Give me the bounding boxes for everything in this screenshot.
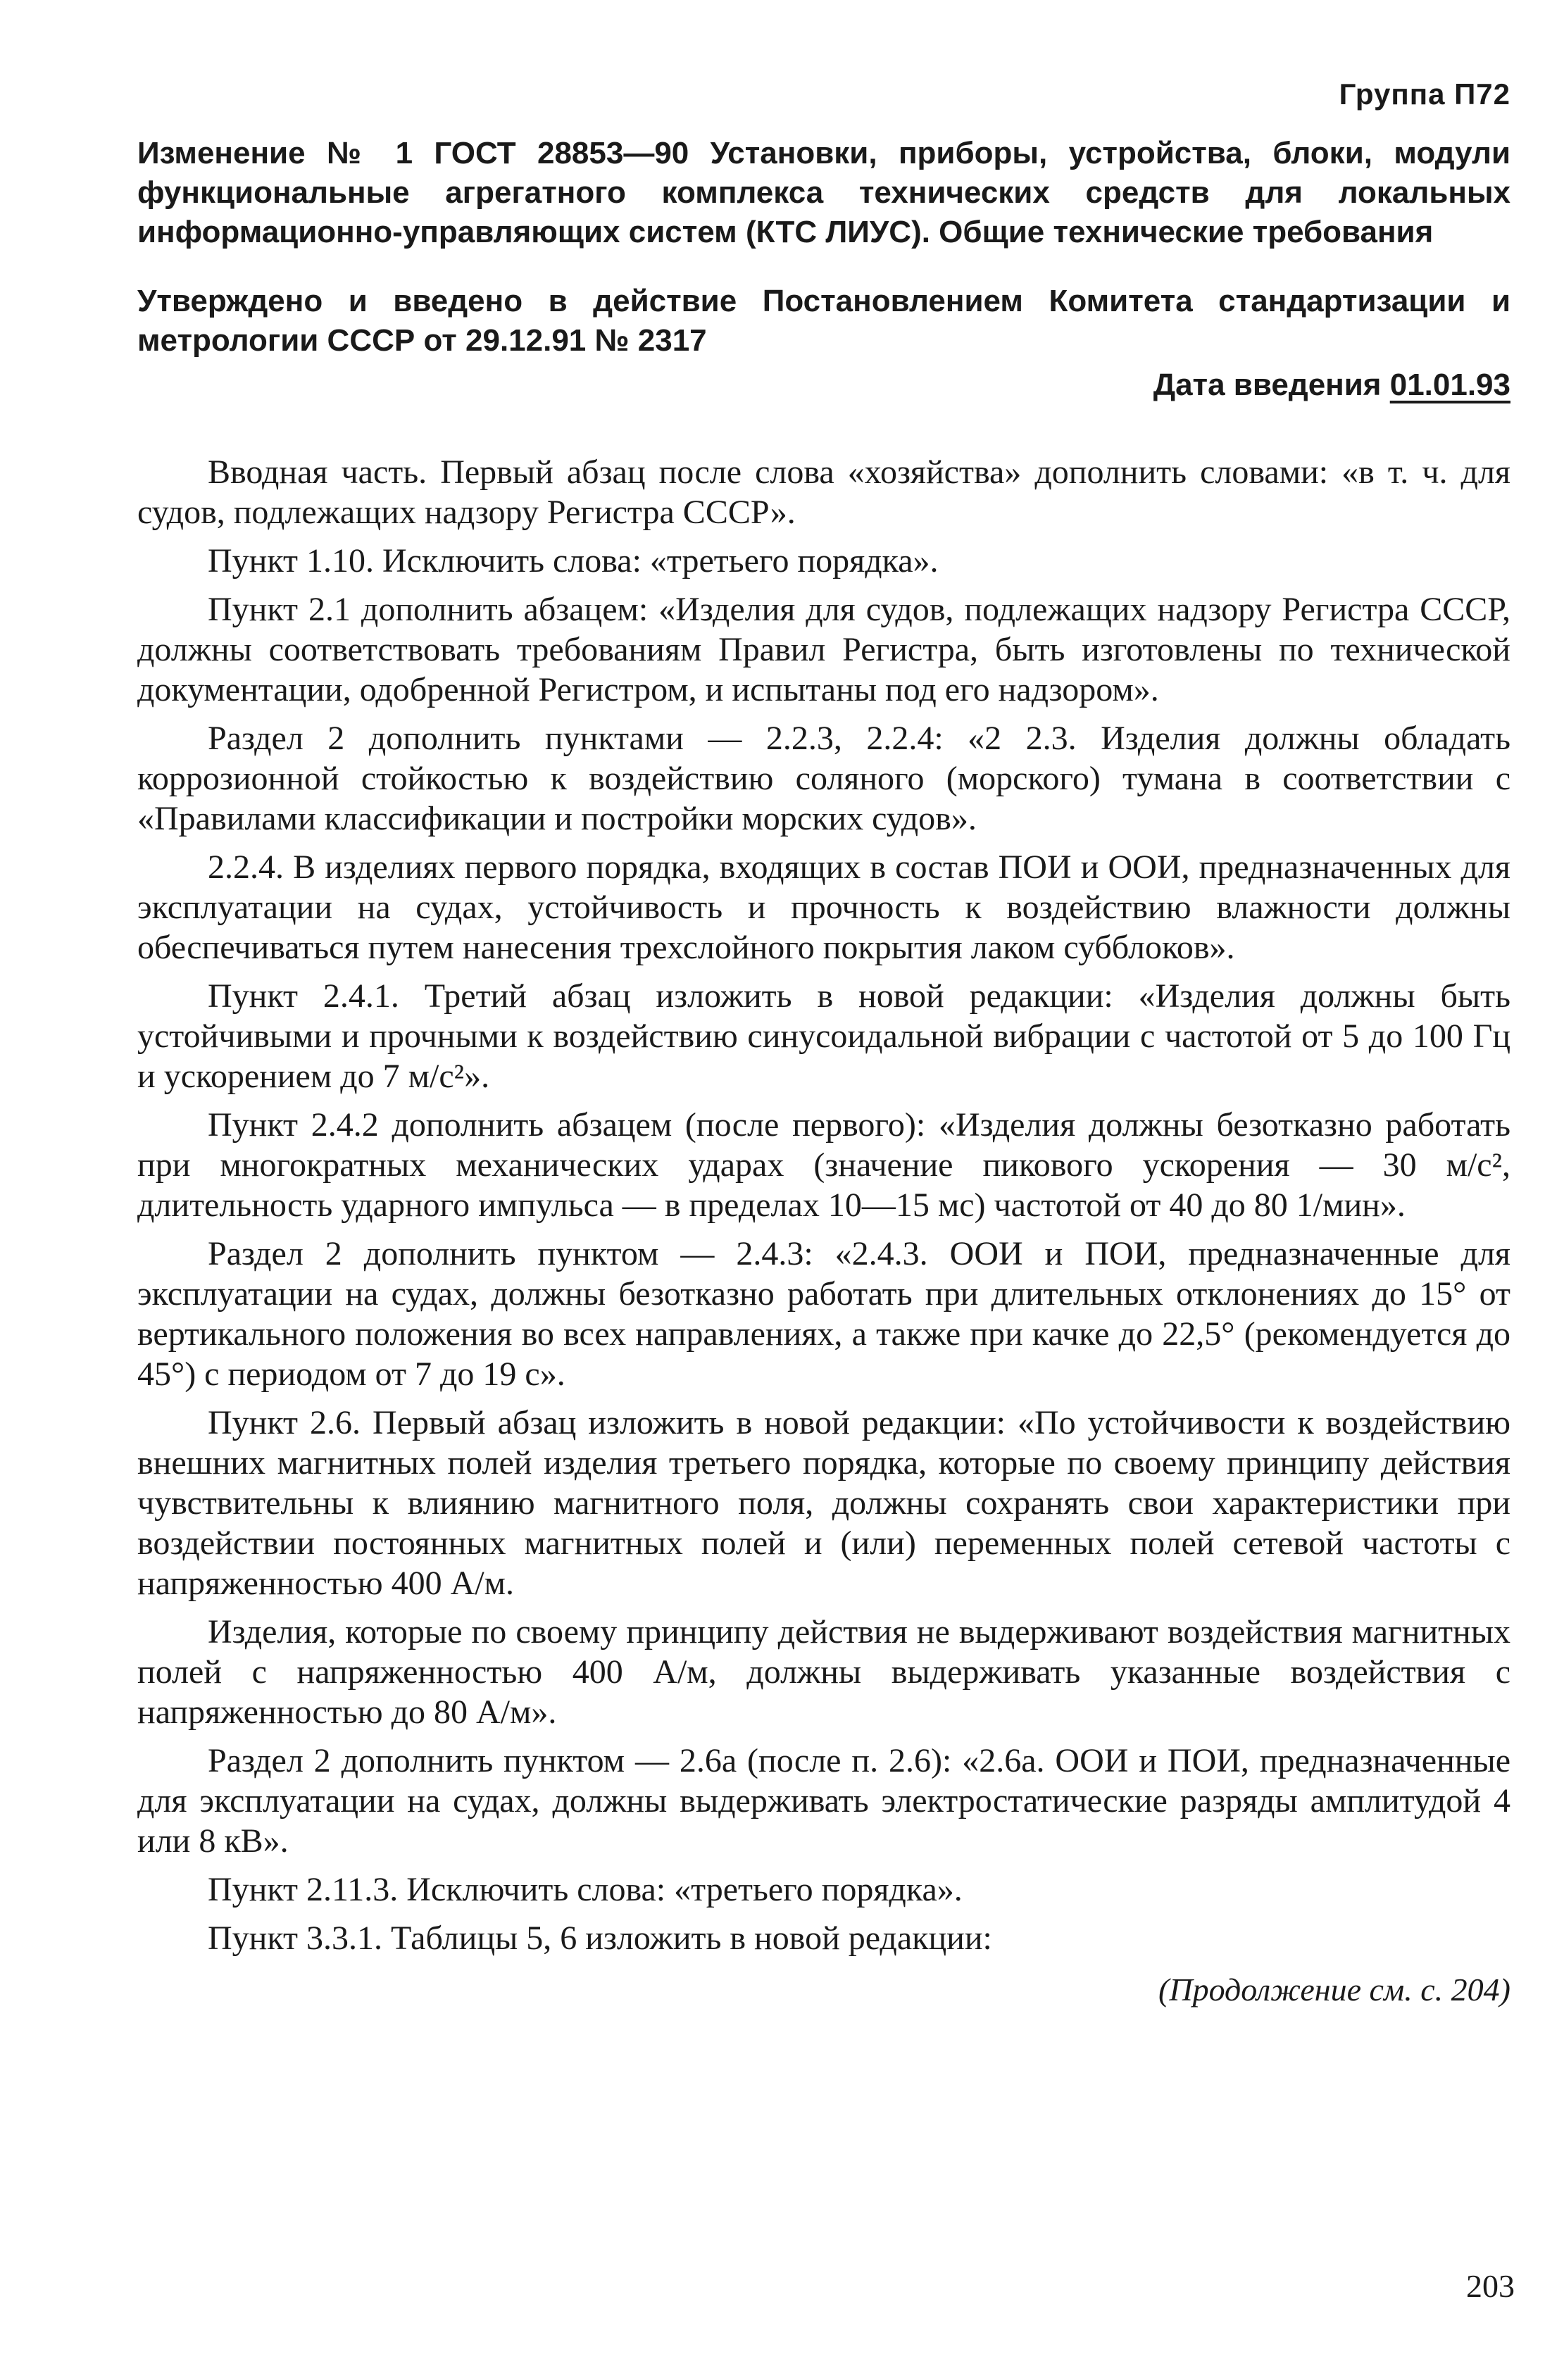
paragraph: Пункт 2.4.1. Третий абзац изложить в новой редакции: «Изделия должны быть устойчивыми и прочными к воздействию синусоидальной вибрации с частотой от 5 до 100 Гц и ускорением до 7 м/с²». — [137, 977, 1510, 1095]
paragraph: Пункт 2.11.3. Исключить слова: «третьего порядка». — [208, 1871, 963, 1908]
effective-date-value: 01.01.93 — [1389, 368, 1510, 402]
effective-date-label: Дата введения — [1153, 368, 1382, 402]
effective-date — [137, 368, 1510, 403]
approval-note: Утверждено и введено в действие Постановлением Комитета стандартизации и метрологии СССР от 29.12.91 № 2317 — [137, 284, 1510, 358]
paragraph: Пункт 1.10. Исключить слова: «третьего порядка». — [208, 542, 939, 580]
paragraph: Раздел 2 дополнить пунктом — 2.4.3: «2.4.3. ООИ и ПОИ, предназначенные для эксплуатации на судах, должны безотказно работать при длительных отклонениях до 15° от вертикального положения во всех направлениях, а также при качке до 22,5° (рекомендуется до 45°) с периодом от 7 до 19 с». — [137, 1235, 1510, 1393]
group-code: Группа П72 — [1339, 77, 1510, 111]
page-number: 203 — [1466, 2268, 1515, 2304]
paragraph: Раздел 2 дополнить пунктом — 2.6а (после п. 2.6): «2.6а. ООИ и ПОИ, предназначенные для эксплуатации на судах, должны выдерживать электростатические разряды амплитудой 4 или 8 кВ». — [137, 1742, 1510, 1860]
document-body — [137, 452, 1510, 1958]
paragraph: Раздел 2 дополнить пунктами — 2.2.3, 2.2.4: «2 2.3. Изделия должны обладать коррозионной стойкостью к воздействию соляного (морского) тумана в соответствии с «Правилами классификации и постройки морских судов». — [137, 720, 1510, 837]
continuation-note: (Продолжение см. с. 204) — [1158, 1972, 1510, 2008]
paragraph: Пункт 2.1 дополнить абзацем: «Изделия для судов, подлежащих надзору Регистра СССР, должны соответствовать требованиям Правил Регистра, быть изготовлены по технической документации, одобренной Регистром, и испытаны под его надзором». — [137, 591, 1510, 708]
document-page — [137, 77, 1510, 2008]
paragraph: 2.2.4. В изделиях первого порядка, входящих в состав ПОИ и ООИ, предназначенных для эксплуатации на судах, устойчивость и прочность к воздействию влажности должны обеспечиваться путем нанесения трехслойного покрытия лаком субблоков». — [137, 848, 1510, 966]
paragraph: Вводная часть. Первый абзац после слова «хозяйства» дополнить словами: «в т. ч. для судов, подлежащих надзору Регистра СССР». — [137, 453, 1510, 531]
paragraph: Пункт 2.4.2 дополнить абзацем (после первого): «Изделия должны безотказно работать при многократных механических ударах (значение пикового ускорения — 30 м/с², длительность ударного импульса — в пределах 10—15 мс) частотой от 40 до 80 1/мин». — [137, 1106, 1510, 1224]
paragraph: Изделия, которые по своему принципу действия не выдерживают воздействия магнитных полей с напряженностью 400 А/м, должны выдерживать указанные воздействия с напряженностью до 80 А/м». — [137, 1613, 1510, 1731]
paragraph: Пункт 3.3.1. Таблицы 5, 6 изложить в новой редакции: — [208, 1919, 992, 1957]
document-header: Изменение № 1 ГОСТ 28853—90 Установки, приборы, устройства, блоки, модули функциональные агрегатного комплекса технических средств для локальных информационно-управляющих систем (КТС ЛИУС). Общие технические требования — [137, 136, 1510, 249]
paragraph: Пункт 2.6. Первый абзац изложить в новой редакции: «По устойчивости к воздействию внешних магнитных полей изделия третьего порядка, которые по своему принципу действия чувствительны к влиянию магнитного поля, должны сохранять свои характеристики при воздействии постоянных магнитных полей и (или) переменных полей сетевой частоты с напряженностью 400 А/м. — [137, 1404, 1510, 1602]
